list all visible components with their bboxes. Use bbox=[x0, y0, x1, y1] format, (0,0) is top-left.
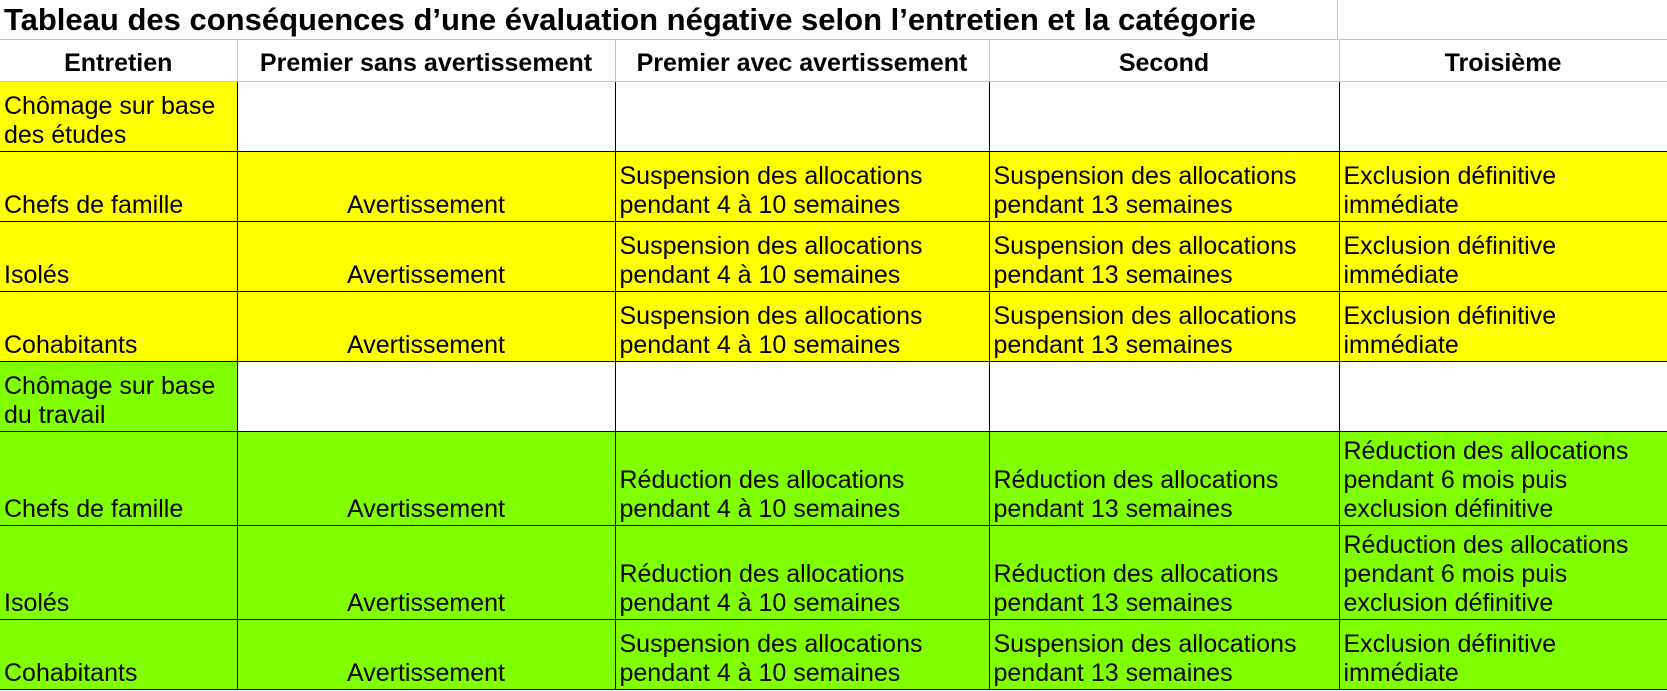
column-header-entretien[interactable]: Entretien bbox=[0, 40, 237, 81]
column-header-second[interactable]: Second bbox=[989, 40, 1339, 81]
table-row bbox=[0, 221, 1667, 291]
column-header-troisieme[interactable]: Troisième bbox=[1339, 40, 1667, 81]
category-cell[interactable]: Cohabitants bbox=[0, 291, 237, 361]
cell-premier-sans[interactable]: Avertissement bbox=[237, 525, 615, 619]
cell-second[interactable]: Suspension des allocations pendant 13 semaines bbox=[989, 619, 1339, 689]
table-row bbox=[0, 151, 1667, 221]
cell-premier-sans[interactable] bbox=[237, 361, 615, 431]
cell-premier-sans[interactable]: Avertissement bbox=[237, 619, 615, 689]
cell-premier-sans[interactable]: Avertissement bbox=[237, 431, 615, 525]
cell-troisieme[interactable]: Réduction des allocations pendant 6 mois puis exclusion définitive bbox=[1339, 431, 1667, 525]
cell-second[interactable]: Réduction des allocations pendant 13 semaines bbox=[989, 431, 1339, 525]
table-row bbox=[0, 619, 1667, 689]
section-row bbox=[0, 81, 1667, 151]
table-row bbox=[0, 431, 1667, 525]
cell-premier-sans[interactable]: Avertissement bbox=[237, 291, 615, 361]
section-label[interactable]: Chômage sur base du travail bbox=[0, 361, 237, 431]
header-row bbox=[0, 40, 1667, 81]
category-cell[interactable]: Chefs de famille bbox=[0, 431, 237, 525]
cell-premier-avec[interactable] bbox=[615, 81, 989, 151]
cell-premier-sans[interactable] bbox=[237, 81, 615, 151]
cell-second[interactable]: Suspension des allocations pendant 13 semaines bbox=[989, 221, 1339, 291]
section-label[interactable]: Chômage sur base des études bbox=[0, 81, 237, 151]
title-row bbox=[0, 0, 1667, 40]
cell-premier-avec[interactable]: Suspension des allocations pendant 4 à 10 semaines bbox=[615, 619, 989, 689]
cell-premier-sans[interactable]: Avertissement bbox=[237, 221, 615, 291]
cell-troisieme[interactable] bbox=[1339, 81, 1667, 151]
table-row bbox=[0, 525, 1667, 619]
category-cell[interactable]: Cohabitants bbox=[0, 619, 237, 689]
cell-troisieme[interactable]: Réduction des allocations pendant 6 mois puis exclusion définitive bbox=[1339, 525, 1667, 619]
sheet-title[interactable]: Tableau des conséquences d’une évaluation négative selon l’entretien et la catégorie bbox=[4, 2, 1256, 37]
cell-premier-avec[interactable]: Réduction des allocations pendant 4 à 10 semaines bbox=[615, 525, 989, 619]
cell-troisieme[interactable]: Exclusion définitive immédiate bbox=[1339, 221, 1667, 291]
category-cell[interactable]: Chefs de famille bbox=[0, 151, 237, 221]
cell-premier-avec[interactable]: Réduction des allocations pendant 4 à 10 semaines bbox=[615, 431, 989, 525]
cell-premier-avec[interactable]: Suspension des allocations pendant 4 à 10 semaines bbox=[615, 291, 989, 361]
consequences-table bbox=[0, 40, 1667, 690]
cell-second[interactable]: Suspension des allocations pendant 13 semaines bbox=[989, 291, 1339, 361]
cell-troisieme[interactable]: Exclusion définitive immédiate bbox=[1339, 619, 1667, 689]
category-cell[interactable]: Isolés bbox=[0, 525, 237, 619]
cell-premier-avec[interactable] bbox=[615, 361, 989, 431]
cell-premier-avec[interactable]: Suspension des allocations pendant 4 à 10 semaines bbox=[615, 221, 989, 291]
cell-second[interactable]: Réduction des allocations pendant 13 semaines bbox=[989, 525, 1339, 619]
cell-troisieme[interactable]: Exclusion définitive immédiate bbox=[1339, 151, 1667, 221]
cell-second[interactable] bbox=[989, 81, 1339, 151]
cell-troisieme[interactable]: Exclusion définitive immédiate bbox=[1339, 291, 1667, 361]
table-row bbox=[0, 291, 1667, 361]
cell-second[interactable]: Suspension des allocations pendant 13 semaines bbox=[989, 151, 1339, 221]
category-cell[interactable]: Isolés bbox=[0, 221, 237, 291]
cell-premier-avec[interactable]: Suspension des allocations pendant 4 à 10 semaines bbox=[615, 151, 989, 221]
table-body bbox=[0, 81, 1667, 689]
cell-second[interactable] bbox=[989, 361, 1339, 431]
cell-premier-sans[interactable]: Avertissement bbox=[237, 151, 615, 221]
column-header-premier-avec[interactable]: Premier avec avertissement bbox=[615, 40, 989, 81]
column-header-premier-sans[interactable]: Premier sans avertissement bbox=[237, 40, 615, 81]
cell-troisieme[interactable] bbox=[1339, 361, 1667, 431]
section-row bbox=[0, 361, 1667, 431]
grid-line bbox=[1337, 0, 1338, 40]
